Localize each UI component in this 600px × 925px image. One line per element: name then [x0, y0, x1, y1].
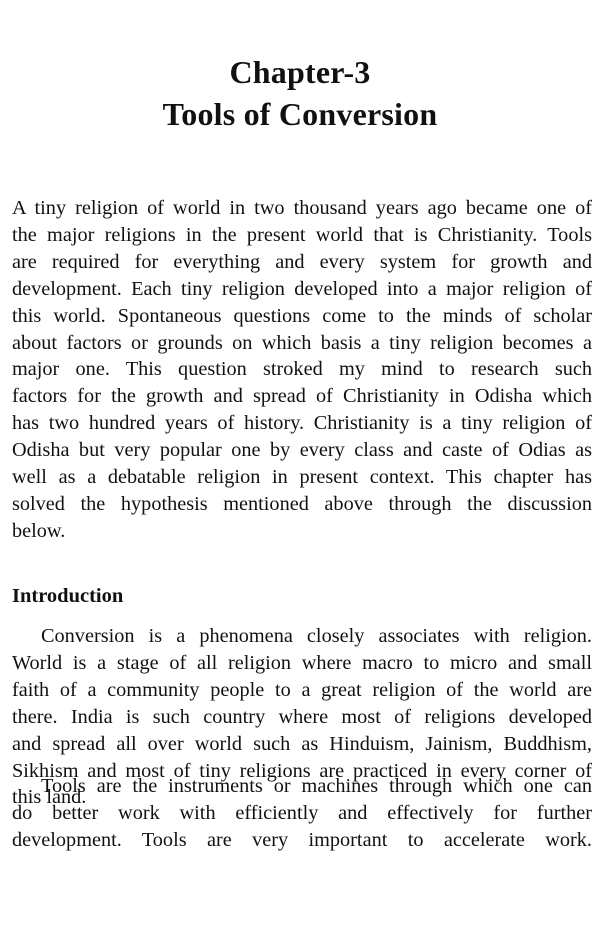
text-line: solved the hypothesis mentioned above through the discussion	[12, 492, 592, 515]
text-line: development. Tools are very important to accelerate work.	[12, 828, 592, 851]
text-line: the major religions in the present world that is Christianity. Tools	[12, 223, 592, 246]
text-line: there. India is such country where most of religions developed	[12, 705, 592, 728]
text-line: major one. This question stroked my mind to research such	[12, 358, 592, 381]
text-line: development. Each tiny religion developed into a major religion of	[12, 277, 592, 300]
chapter-title: Tools of Conversion	[162, 96, 438, 132]
text-line: Odisha but very popular one by every class and caste of Odias as	[12, 439, 592, 462]
text-line: factors for the growth and spread of Christianity in Odisha which	[12, 385, 592, 408]
text-line: are required for everything and every system for growth and	[12, 250, 592, 273]
abstract-paragraph	[12, 195, 592, 545]
text-line: has two hundred years of history. Christianity is a tiny religion of	[12, 412, 592, 435]
text-line: Tools are the instruments or machines through which one can	[41, 775, 592, 797]
text-line: and spread all over world such as Hinduism, Jainism, Buddhism,	[12, 732, 592, 755]
tools-paragraph	[12, 773, 592, 854]
text-line: Conversion is a phenomena closely associates with religion.	[41, 625, 592, 647]
text-line: well as a debatable religion in present context. This chapter has	[12, 466, 592, 489]
text-line: faith of a community people to a great religion of the world are	[12, 678, 592, 701]
text-line: below.	[12, 519, 66, 542]
text-line: do better work with efficiently and effectively for further	[12, 801, 592, 824]
text-line: World is a stage of all religion where macro to micro and small	[12, 651, 592, 674]
text-line: Sikhism and most of tiny religions are practiced in every corner of	[12, 759, 592, 782]
text-line: this world. Spontaneous questions come to the minds of scholar	[12, 304, 592, 327]
section-heading: Introduction	[12, 585, 124, 607]
chapter-number: Chapter-3	[229, 54, 371, 90]
text-line: about factors or grounds on which basis a tiny religion becomes a	[12, 331, 592, 354]
text-line: A tiny religion of world in two thousand years ago became one of	[12, 197, 592, 219]
text-line: this land.	[12, 786, 87, 809]
